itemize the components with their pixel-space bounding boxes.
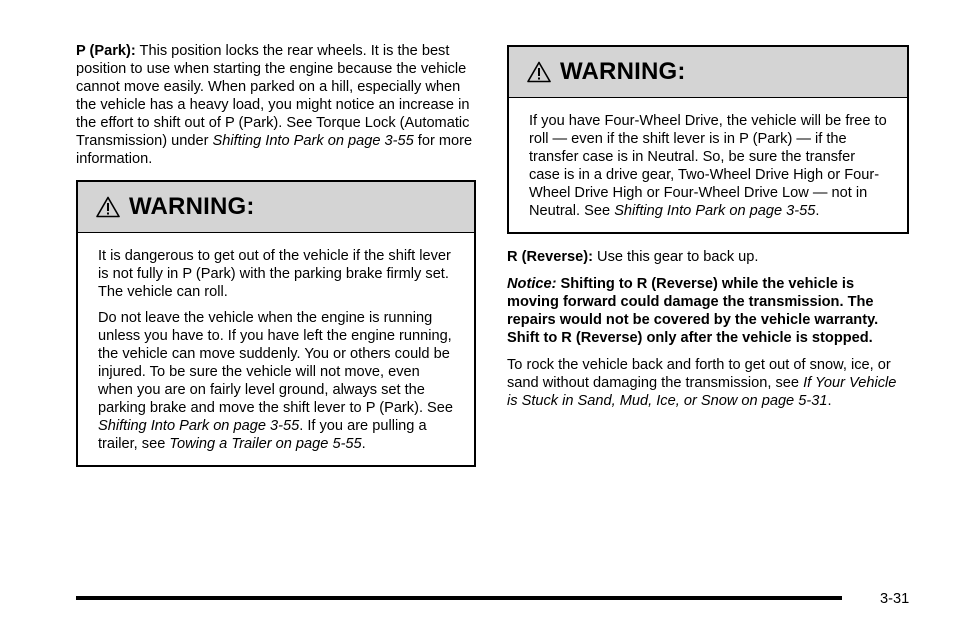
rock-text-2: . bbox=[827, 393, 832, 409]
right-warning-paragraph bbox=[529, 112, 889, 220]
right-warning-text-2: . bbox=[815, 203, 820, 219]
reverse-label: R (Reverse): bbox=[507, 249, 593, 265]
right-warning-title: WARNING: bbox=[560, 58, 686, 85]
reverse-text: Use this gear to back up. bbox=[592, 249, 759, 265]
right-warning-header bbox=[509, 47, 907, 98]
left-warning-ref-towing[interactable]: Towing a Trailer on page 5-55 bbox=[169, 436, 362, 452]
rock-text-1: To rock the vehicle back and forth to get out of snow, ice, or sand without damaging the transmission, see bbox=[507, 357, 891, 391]
left-warning-body bbox=[78, 233, 474, 465]
rock-paragraph bbox=[507, 356, 909, 410]
right-column bbox=[507, 45, 909, 410]
park-paragraph bbox=[76, 42, 476, 168]
right-warning-body bbox=[509, 98, 907, 232]
park-reference-link[interactable]: Shifting Into Park on page 3-55 bbox=[212, 133, 414, 149]
left-warning-paragraph-2 bbox=[98, 309, 456, 453]
left-warning-ref-shifting[interactable]: Shifting Into Park on page 3-55 bbox=[98, 418, 300, 434]
park-text-1: This position locks the rear wheels. It is the best position to use when starting the engine because the vehicle cannot move easily. When parked on a hill, especially when the vehicle has a heavy load, you might notice an increase in the effort to shift out of P (Park). See Torque Lock (Automatic Transmission) under bbox=[76, 43, 470, 149]
left-column bbox=[76, 42, 476, 467]
notice-paragraph bbox=[507, 275, 909, 347]
left-warning-paragraph-1: It is dangerous to get out of the vehicle if the shift lever is not fully in P (Park) with the parking brake firmly set. The vehicle can roll. bbox=[98, 248, 451, 300]
left-warning-p2-text-2: . If you are pulling a trailer, see bbox=[98, 418, 427, 452]
rock-reference-link[interactable]: If Your Vehicle is Stuck in Sand, Mud, Ice, or Snow on page 5-31 bbox=[507, 375, 897, 409]
left-warning-p2-text-1: Do not leave the vehicle when the engine is running unless you have to. If you have left the engine running, the vehicle can move suddenly. You or others could be injured. To be sure the vehicle will not move, even when you are on fairly level ground, always set the parking brake and move the shift lever to P (Park). See bbox=[98, 310, 454, 416]
right-warning-ref-shifting[interactable]: Shifting Into Park on page 3-55 bbox=[614, 203, 816, 219]
reverse-paragraph bbox=[507, 248, 909, 266]
warning-triangle-icon bbox=[527, 61, 551, 83]
left-warning-p2-text-3: . bbox=[361, 436, 366, 452]
left-warning-title: WARNING: bbox=[129, 193, 255, 220]
park-text-2: for more information. bbox=[76, 133, 473, 167]
right-warning-text-1: If you have Four-Wheel Drive, the vehicle will be free to roll — even if the shift lever is in P (Park) — if the transfer case is in Neutral. So, be sure the transfer case is in a drive gear, Two-Wheel Drive High or Four-Wheel Drive High or Four-Wheel Drive Low — not in Neutral. See bbox=[529, 113, 887, 219]
notice-text: Shifting to R (Reverse) while the vehicle is moving forward could damage the transmission. The repairs would not be covered by the vehicle warranty. Shift to R (Reverse) only after the vehicle is stopped. bbox=[507, 276, 879, 346]
warning-triangle-icon bbox=[96, 196, 120, 218]
notice-label: Notice: bbox=[507, 276, 557, 292]
left-warning-header bbox=[78, 182, 474, 233]
footer-rule bbox=[76, 596, 842, 600]
park-label: P (Park): bbox=[76, 43, 136, 59]
right-warning-box bbox=[507, 45, 909, 234]
left-warning-box bbox=[76, 180, 476, 467]
page-number: 3-31 bbox=[880, 591, 910, 607]
